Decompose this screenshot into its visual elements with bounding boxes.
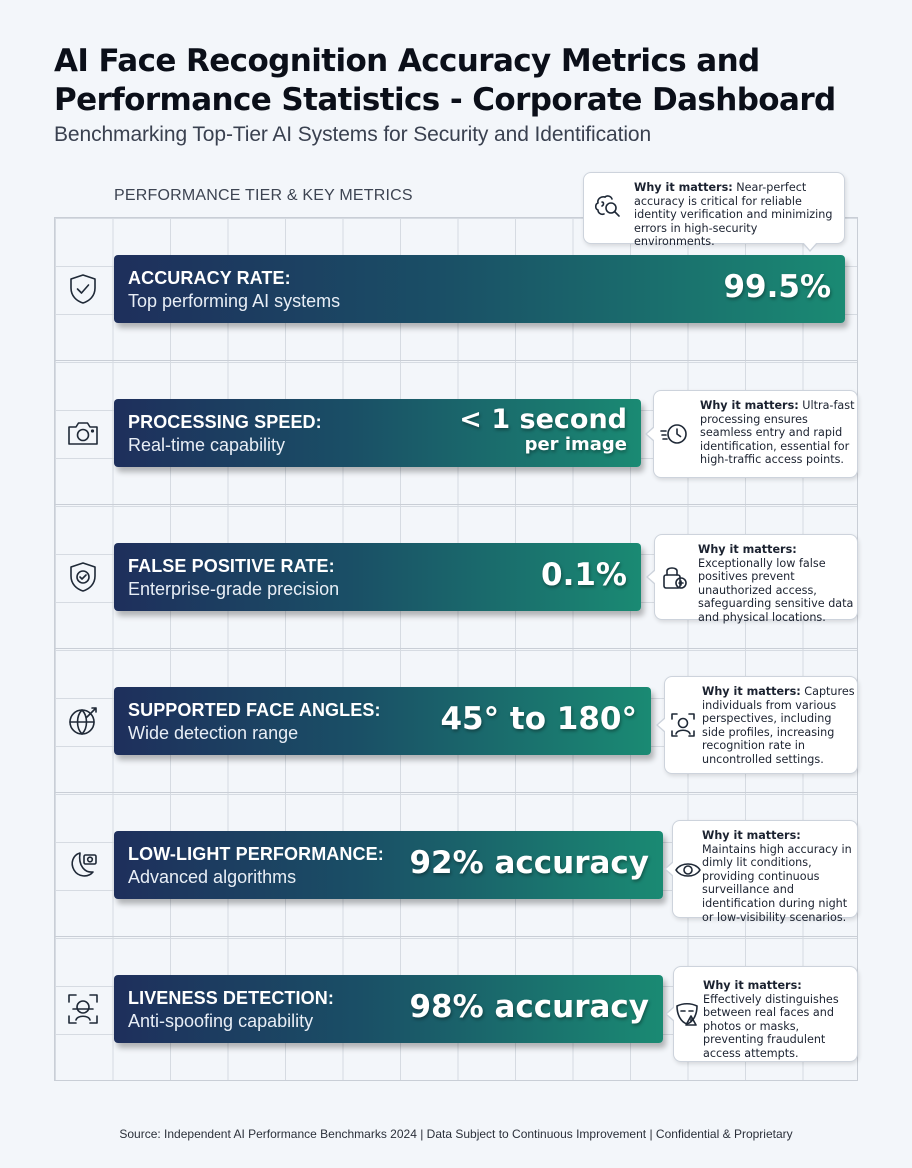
metric-bar-liveness bbox=[114, 975, 663, 1043]
metric-description: Anti-spoofing capability bbox=[128, 1011, 314, 1031]
shield-check-icon bbox=[62, 268, 104, 310]
metrics-panel bbox=[54, 217, 858, 1081]
why-it-matters-callout bbox=[583, 172, 845, 249]
metric-value-main: < 1 second bbox=[459, 404, 627, 435]
why-text: Maintains high accuracy in dimly lit conditions, providing continuous surveillance and identification during night or low-visibility scenarios. bbox=[702, 842, 852, 924]
metric-value: 45° to 180° bbox=[440, 701, 637, 737]
metric-label: FALSE POSITIVE RATE: bbox=[128, 556, 335, 576]
metric-description: Top performing AI systems bbox=[128, 291, 341, 311]
why-label: Why it matters: bbox=[703, 979, 802, 992]
why-label: Why it matters: bbox=[700, 399, 799, 412]
row-divider bbox=[54, 936, 858, 937]
metric-value bbox=[459, 404, 627, 455]
why-label: Why it matters: bbox=[702, 829, 801, 842]
metric-bar-face-angles bbox=[114, 687, 651, 755]
why-label: Why it matters: bbox=[634, 181, 733, 194]
face-scan-icon bbox=[668, 710, 698, 744]
metric-value: 0.1% bbox=[541, 557, 627, 593]
why-text: Captures individuals from various perspectives, including side profiles, increasing recognition rate in uncontrolled settings. bbox=[702, 685, 855, 766]
why-label: Why it matters: bbox=[702, 685, 801, 698]
row-divider bbox=[54, 504, 858, 505]
fast-clock-icon bbox=[659, 419, 689, 453]
metric-value: 92% accuracy bbox=[409, 845, 649, 881]
face-id-icon bbox=[62, 988, 104, 1030]
metric-label: ACCURACY RATE: bbox=[128, 268, 291, 288]
metric-bar-low-light bbox=[114, 831, 663, 899]
moon-camera-icon bbox=[62, 844, 104, 886]
why-text: Effectively distinguishes between real faces and photos or masks, preventing fraudulent access attempts. bbox=[703, 992, 839, 1060]
metric-bar-processing-speed bbox=[114, 399, 641, 467]
mask-warning-icon bbox=[673, 1000, 701, 1033]
metric-value-unit: per image bbox=[524, 434, 627, 455]
metric-label: LIVENESS DETECTION: bbox=[128, 988, 334, 1008]
row-divider bbox=[54, 360, 858, 361]
metric-description: Wide detection range bbox=[128, 723, 299, 743]
brain-search-icon bbox=[592, 191, 622, 225]
metric-description: Enterprise-grade precision bbox=[128, 579, 340, 599]
metric-value: 98% accuracy bbox=[409, 989, 649, 1025]
metric-value: 99.5% bbox=[723, 269, 831, 305]
row-divider bbox=[54, 792, 858, 793]
metric-bar-false-positive bbox=[114, 543, 641, 611]
why-it-matters-callout bbox=[654, 534, 858, 624]
camera-icon bbox=[62, 412, 104, 454]
why-it-matters-callout bbox=[653, 390, 858, 478]
metric-description: Advanced algorithms bbox=[128, 867, 297, 887]
why-text: Near-perfect accuracy is critical for reliable identity verification and minimizing errors in high-security environments. bbox=[634, 181, 833, 249]
metric-label: PROCESSING SPEED: bbox=[128, 412, 322, 432]
why-text: Exceptionally low false positives prevent unauthorized access, safeguarding sensitive data and physical locations. bbox=[698, 556, 854, 624]
shield-check-icon bbox=[62, 556, 104, 598]
page-title: AI Face Recognition Accuracy Metrics and Performance Statistics - Corporate Dashboard bbox=[54, 43, 836, 118]
why-text: Ultra-fast processing ensures seamless entry and rapid identification, essential for high-traffic access points. bbox=[700, 399, 855, 467]
eye-icon bbox=[674, 856, 702, 889]
metric-label: LOW-LIGHT PERFORMANCE: bbox=[128, 844, 384, 864]
footer-source: Source: Independent AI Performance Benchmarks 2024 | Data Subject to Continuous Improvement | Confidential & Proprietary bbox=[119, 1127, 793, 1141]
page-subtitle: Benchmarking Top-Tier AI Systems for Security and Identification bbox=[54, 123, 652, 146]
lock-icon bbox=[660, 562, 690, 596]
row-divider bbox=[54, 648, 858, 649]
panel-heading: PERFORMANCE TIER & KEY METRICS bbox=[114, 187, 413, 204]
globe-angle-icon bbox=[62, 700, 104, 742]
metric-bar-accuracy bbox=[114, 255, 845, 323]
metric-label: SUPPORTED FACE ANGLES: bbox=[128, 700, 381, 720]
why-it-matters-callout bbox=[664, 676, 858, 774]
why-label: Why it matters: bbox=[698, 543, 797, 556]
metric-description: Real-time capability bbox=[128, 435, 286, 455]
